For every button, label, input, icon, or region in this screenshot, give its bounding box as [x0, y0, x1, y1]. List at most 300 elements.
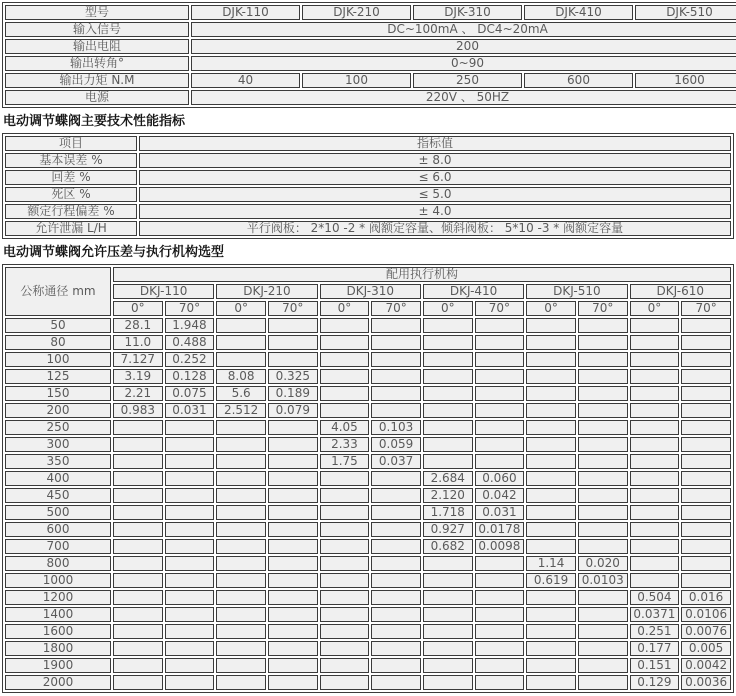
diameter-cell: 2000 — [5, 675, 111, 690]
spec-value-cell: DJK-310 — [413, 5, 522, 20]
pressure-cell: 0.059 — [371, 437, 421, 452]
pressure-cell: 0.927 — [423, 522, 473, 537]
pressure-cell — [268, 420, 318, 435]
pressure-cell — [681, 437, 731, 452]
pressure-cell — [423, 335, 473, 350]
pressure-cell — [320, 403, 370, 418]
pressure-cell — [320, 573, 370, 588]
pressure-cell — [681, 352, 731, 367]
selection-data-row — [5, 420, 731, 435]
spec-row — [5, 90, 736, 105]
pressure-cell — [423, 454, 473, 469]
pressure-cell — [268, 454, 318, 469]
actuator-model-row — [5, 284, 731, 299]
pressure-cell — [268, 522, 318, 537]
pressure-cell — [268, 539, 318, 554]
pressure-cell — [630, 556, 680, 571]
pressure-cell — [320, 369, 370, 384]
spec-row-label: 输出力矩 N.M — [5, 73, 189, 88]
selection-data-row — [5, 369, 731, 384]
performance-row — [5, 170, 731, 185]
diameter-cell: 250 — [5, 420, 111, 435]
angle-header-row — [5, 301, 731, 316]
pressure-cell — [320, 335, 370, 350]
selection-data-row — [5, 505, 731, 520]
pressure-cell: 1.75 — [320, 454, 370, 469]
pressure-cell — [320, 522, 370, 537]
pressure-cell — [268, 352, 318, 367]
pressure-cell — [578, 386, 628, 401]
diameter-cell: 1400 — [5, 607, 111, 622]
spec-value-cell: DJK-110 — [191, 5, 300, 20]
pressure-cell: 0.252 — [165, 352, 215, 367]
pressure-cell: 3.19 — [113, 369, 163, 384]
pressure-cell — [165, 505, 215, 520]
pressure-cell — [630, 505, 680, 520]
pressure-cell — [320, 556, 370, 571]
performance-item-value: ± 8.0 — [139, 153, 731, 168]
angle-header: 70° — [681, 301, 731, 316]
pressure-cell — [526, 352, 576, 367]
pressure-cell — [475, 386, 525, 401]
pressure-cell — [526, 641, 576, 656]
selection-data-row — [5, 624, 731, 639]
pressure-cell — [681, 318, 731, 333]
pressure-cell: 2.33 — [320, 437, 370, 452]
pressure-cell — [578, 420, 628, 435]
pressure-cell — [526, 505, 576, 520]
pressure-cell — [578, 675, 628, 690]
diameter-cell: 200 — [5, 403, 111, 418]
actuator-model-header: DKJ-110 — [113, 284, 214, 299]
pressure-cell: 1.14 — [526, 556, 576, 571]
pressure-cell: 0.103 — [371, 420, 421, 435]
pressure-cell — [423, 675, 473, 690]
selection-data-row — [5, 641, 731, 656]
selection-data-row — [5, 556, 731, 571]
pressure-cell — [423, 437, 473, 452]
pressure-cell — [216, 505, 266, 520]
pressure-cell — [423, 318, 473, 333]
angle-header: 70° — [268, 301, 318, 316]
pressure-cell — [268, 437, 318, 452]
spec-row — [5, 39, 736, 54]
pressure-cell: 0.0036 — [681, 675, 731, 690]
pressure-cell — [578, 352, 628, 367]
pressure-cell — [320, 641, 370, 656]
pressure-cell: 0.0098 — [475, 539, 525, 554]
pressure-cell — [630, 437, 680, 452]
pressure-cell — [630, 488, 680, 503]
pressure-cell — [681, 505, 731, 520]
pressure-cell — [113, 556, 163, 571]
pressure-cell — [320, 488, 370, 503]
actuator-model-header: DKJ-510 — [526, 284, 627, 299]
diameter-column-header: 公称通径 mm — [5, 267, 111, 316]
actuator-model-header: DKJ-310 — [320, 284, 421, 299]
diameter-cell: 800 — [5, 556, 111, 571]
actuator-model-header: DKJ-210 — [216, 284, 317, 299]
pressure-cell — [216, 556, 266, 571]
pressure-cell — [578, 658, 628, 673]
pressure-cell — [423, 607, 473, 622]
selection-data-row — [5, 454, 731, 469]
pressure-cell — [578, 590, 628, 605]
pressure-cell — [526, 454, 576, 469]
pressure-cell — [475, 624, 525, 639]
selection-data-row — [5, 437, 731, 452]
pressure-cell — [526, 403, 576, 418]
pressure-cell — [268, 675, 318, 690]
pressure-cell — [681, 420, 731, 435]
pressure-cell: 0.0371 — [630, 607, 680, 622]
angle-header: 70° — [578, 301, 628, 316]
pressure-cell — [320, 505, 370, 520]
pressure-cell: 0.031 — [475, 505, 525, 520]
diameter-cell: 125 — [5, 369, 111, 384]
pressure-cell — [165, 471, 215, 486]
selection-data-row — [5, 471, 731, 486]
diameter-cell: 700 — [5, 539, 111, 554]
spec-row-label: 型号 — [5, 5, 189, 20]
selection-data-row — [5, 573, 731, 588]
pressure-cell — [681, 522, 731, 537]
angle-header: 70° — [165, 301, 215, 316]
pressure-cell — [526, 539, 576, 554]
performance-row — [5, 136, 731, 151]
pressure-cell — [526, 420, 576, 435]
pressure-cell — [113, 675, 163, 690]
pressure-cell — [371, 522, 421, 537]
pressure-cell — [216, 318, 266, 333]
performance-item-value: 指标值 — [139, 136, 731, 151]
pressure-cell — [320, 539, 370, 554]
pressure-cell: 1.948 — [165, 318, 215, 333]
pressure-cell — [526, 369, 576, 384]
spec-value-cell: DJK-410 — [524, 5, 633, 20]
pressure-cell — [113, 539, 163, 554]
angle-header: 0° — [526, 301, 576, 316]
pressure-cell — [681, 403, 731, 418]
pressure-cell: 0.075 — [165, 386, 215, 401]
pressure-cell — [113, 420, 163, 435]
pressure-cell — [165, 624, 215, 639]
pressure-cell: 0.189 — [268, 386, 318, 401]
pressure-cell — [578, 607, 628, 622]
pressure-cell: 0.177 — [630, 641, 680, 656]
pressure-cell — [371, 573, 421, 588]
angle-header: 0° — [320, 301, 370, 316]
spec-row — [5, 56, 736, 71]
pressure-cell — [526, 471, 576, 486]
pressure-cell: 2.120 — [423, 488, 473, 503]
pressure-cell — [165, 658, 215, 673]
pressure-cell — [216, 573, 266, 588]
performance-item-value: 平行阀板： 2*10 -2 * 阀额定容量、倾斜阀板： 5*10 -3 * 阀额定容量 — [139, 221, 731, 236]
pressure-cell: 28.1 — [113, 318, 163, 333]
pressure-cell — [423, 386, 473, 401]
pressure-cell — [268, 658, 318, 673]
selection-data-row — [5, 590, 731, 605]
diameter-cell: 300 — [5, 437, 111, 452]
pressure-cell — [216, 488, 266, 503]
pressure-cell — [578, 539, 628, 554]
pressure-cell — [268, 641, 318, 656]
pressure-cell — [526, 624, 576, 639]
performance-table — [2, 133, 734, 239]
angle-header: 0° — [423, 301, 473, 316]
pressure-cell — [475, 454, 525, 469]
spec-row — [5, 73, 736, 88]
pressure-cell — [113, 522, 163, 537]
pressure-cell — [371, 471, 421, 486]
selection-data-row — [5, 522, 731, 537]
pressure-cell: 0.016 — [681, 590, 731, 605]
pressure-cell — [526, 318, 576, 333]
pressure-cell — [165, 539, 215, 554]
diameter-cell: 450 — [5, 488, 111, 503]
pressure-cell — [268, 505, 318, 520]
pressure-cell — [113, 607, 163, 622]
pressure-cell — [578, 403, 628, 418]
pressure-cell: 7.127 — [113, 352, 163, 367]
performance-item-value: ± 4.0 — [139, 204, 731, 219]
pressure-cell — [113, 641, 163, 656]
pressure-cell — [630, 318, 680, 333]
pressure-cell — [371, 607, 421, 622]
pressure-cell — [630, 522, 680, 537]
pressure-cell — [165, 522, 215, 537]
performance-row — [5, 187, 731, 202]
pressure-cell — [268, 607, 318, 622]
pressure-cell: 0.031 — [165, 403, 215, 418]
spec-row — [5, 22, 736, 37]
performance-item-label: 允许泄漏 L/H — [5, 221, 137, 236]
pressure-cell — [630, 335, 680, 350]
pressure-cell — [165, 488, 215, 503]
pressure-cell — [526, 675, 576, 690]
pressure-cell: 0.0178 — [475, 522, 525, 537]
pressure-cell — [113, 505, 163, 520]
performance-item-label: 死区 % — [5, 187, 137, 202]
pressure-cell — [113, 658, 163, 673]
pressure-cell: 0.079 — [268, 403, 318, 418]
pressure-cell — [268, 556, 318, 571]
pressure-cell — [423, 590, 473, 605]
pressure-cell — [578, 488, 628, 503]
performance-item-label: 基本误差 % — [5, 153, 137, 168]
pressure-cell: 0.983 — [113, 403, 163, 418]
pressure-cell — [371, 675, 421, 690]
pressure-cell — [371, 624, 421, 639]
pressure-cell — [681, 335, 731, 350]
performance-item-label: 额定行程偏差 % — [5, 204, 137, 219]
pressure-cell — [216, 590, 266, 605]
pressure-cell — [578, 369, 628, 384]
pressure-cell — [526, 386, 576, 401]
pressure-cell — [423, 641, 473, 656]
pressure-cell — [371, 658, 421, 673]
pressure-cell — [630, 403, 680, 418]
pressure-cell — [630, 369, 680, 384]
pressure-cell — [526, 437, 576, 452]
pressure-cell — [526, 522, 576, 537]
performance-item-value: ≤ 6.0 — [139, 170, 731, 185]
pressure-cell — [165, 641, 215, 656]
pressure-cell — [526, 658, 576, 673]
diameter-cell: 400 — [5, 471, 111, 486]
pressure-cell: 0.060 — [475, 471, 525, 486]
pressure-cell — [630, 471, 680, 486]
pressure-cell: 0.251 — [630, 624, 680, 639]
pressure-cell — [681, 369, 731, 384]
pressure-cell — [423, 573, 473, 588]
pressure-cell: 2.21 — [113, 386, 163, 401]
spec-row-label: 电源 — [5, 90, 189, 105]
pressure-cell — [165, 675, 215, 690]
diameter-cell: 80 — [5, 335, 111, 350]
pressure-cell — [216, 335, 266, 350]
pressure-cell: 0.619 — [526, 573, 576, 588]
diameter-cell: 1200 — [5, 590, 111, 605]
pressure-cell — [423, 352, 473, 367]
pressure-cell — [681, 386, 731, 401]
pressure-cell: 0.020 — [578, 556, 628, 571]
pressure-cell — [526, 335, 576, 350]
diameter-cell: 50 — [5, 318, 111, 333]
pressure-cell — [630, 386, 680, 401]
pressure-cell — [475, 675, 525, 690]
pressure-cell: 0.504 — [630, 590, 680, 605]
pressure-cell — [630, 539, 680, 554]
pressure-cell — [578, 335, 628, 350]
selection-header-row — [5, 267, 731, 282]
pressure-cell — [475, 420, 525, 435]
pressure-cell — [320, 590, 370, 605]
pressure-cell — [681, 454, 731, 469]
spec-value-cell: 0~90 — [191, 56, 736, 71]
spec-row-label: 输出转角° — [5, 56, 189, 71]
pressure-cell — [320, 607, 370, 622]
pressure-cell — [371, 369, 421, 384]
selection-section-title: 电动调节蝶阀允许压差与执行机构选型 — [3, 245, 225, 260]
pressure-cell — [165, 437, 215, 452]
pressure-cell — [113, 454, 163, 469]
pressure-cell — [578, 641, 628, 656]
pressure-cell — [216, 437, 266, 452]
spec-value-cell: 250 — [413, 73, 522, 88]
performance-item-value: ≤ 5.0 — [139, 187, 731, 202]
pressure-cell — [475, 403, 525, 418]
spec-row — [5, 5, 736, 20]
selection-data-row — [5, 335, 731, 350]
pressure-cell: 0.128 — [165, 369, 215, 384]
pressure-cell — [268, 573, 318, 588]
pressure-cell: 0.151 — [630, 658, 680, 673]
pressure-cell — [475, 573, 525, 588]
pressure-cell — [216, 624, 266, 639]
pressure-cell — [423, 556, 473, 571]
pressure-cell — [578, 454, 628, 469]
pressure-cell — [681, 573, 731, 588]
pressure-cell — [371, 488, 421, 503]
selection-data-row — [5, 403, 731, 418]
performance-row — [5, 204, 731, 219]
diameter-cell: 1800 — [5, 641, 111, 656]
pressure-cell: 0.042 — [475, 488, 525, 503]
pressure-cell — [475, 437, 525, 452]
pressure-cell — [578, 437, 628, 452]
selection-data-row — [5, 658, 731, 673]
pressure-cell — [165, 454, 215, 469]
selection-data-row — [5, 675, 731, 690]
performance-section-title: 电动调节蝶阀主要技术性能指标 — [3, 114, 186, 129]
diameter-cell: 1900 — [5, 658, 111, 673]
pressure-cell — [475, 369, 525, 384]
pressure-cell — [165, 556, 215, 571]
pressure-cell — [423, 624, 473, 639]
pressure-cell — [526, 488, 576, 503]
pressure-cell — [216, 454, 266, 469]
performance-item-label: 回差 % — [5, 170, 137, 185]
angle-header: 70° — [371, 301, 421, 316]
spec-row-label: 输入信号 — [5, 22, 189, 37]
pressure-cell — [526, 590, 576, 605]
pressure-cell — [423, 403, 473, 418]
spec-value-cell: DJK-510 — [635, 5, 736, 20]
performance-row — [5, 153, 731, 168]
pressure-cell — [268, 335, 318, 350]
selection-data-row — [5, 318, 731, 333]
pressure-cell: 0.0103 — [578, 573, 628, 588]
angle-header: 0° — [630, 301, 680, 316]
diameter-cell: 100 — [5, 352, 111, 367]
spec-value-cell: DJK-210 — [302, 5, 411, 20]
pressure-cell: 0.0106 — [681, 607, 731, 622]
spec-value-cell: 1600 — [635, 73, 736, 88]
pressure-cell — [371, 590, 421, 605]
pressure-cell — [216, 607, 266, 622]
spec-value-cell: 600 — [524, 73, 633, 88]
pressure-cell — [578, 522, 628, 537]
model-spec-table — [2, 2, 736, 108]
pressure-cell — [475, 607, 525, 622]
pressure-cell: 0.682 — [423, 539, 473, 554]
pressure-cell — [681, 539, 731, 554]
pressure-cell: 0.037 — [371, 454, 421, 469]
selection-data-row — [5, 352, 731, 367]
pressure-cell — [216, 471, 266, 486]
diameter-cell: 150 — [5, 386, 111, 401]
pressure-cell: 0.0076 — [681, 624, 731, 639]
pressure-cell — [371, 352, 421, 367]
pressure-cell — [371, 386, 421, 401]
pressure-cell — [320, 658, 370, 673]
pressure-cell — [216, 675, 266, 690]
angle-header: 0° — [216, 301, 266, 316]
pressure-cell — [320, 352, 370, 367]
pressure-cell — [268, 488, 318, 503]
pressure-cell — [475, 318, 525, 333]
pressure-cell — [320, 675, 370, 690]
pressure-cell — [216, 522, 266, 537]
pressure-cell — [578, 624, 628, 639]
diameter-cell: 1600 — [5, 624, 111, 639]
pressure-cell: 0.325 — [268, 369, 318, 384]
pressure-cell — [268, 590, 318, 605]
pressure-cell — [423, 658, 473, 673]
pressure-cell: 2.512 — [216, 403, 266, 418]
